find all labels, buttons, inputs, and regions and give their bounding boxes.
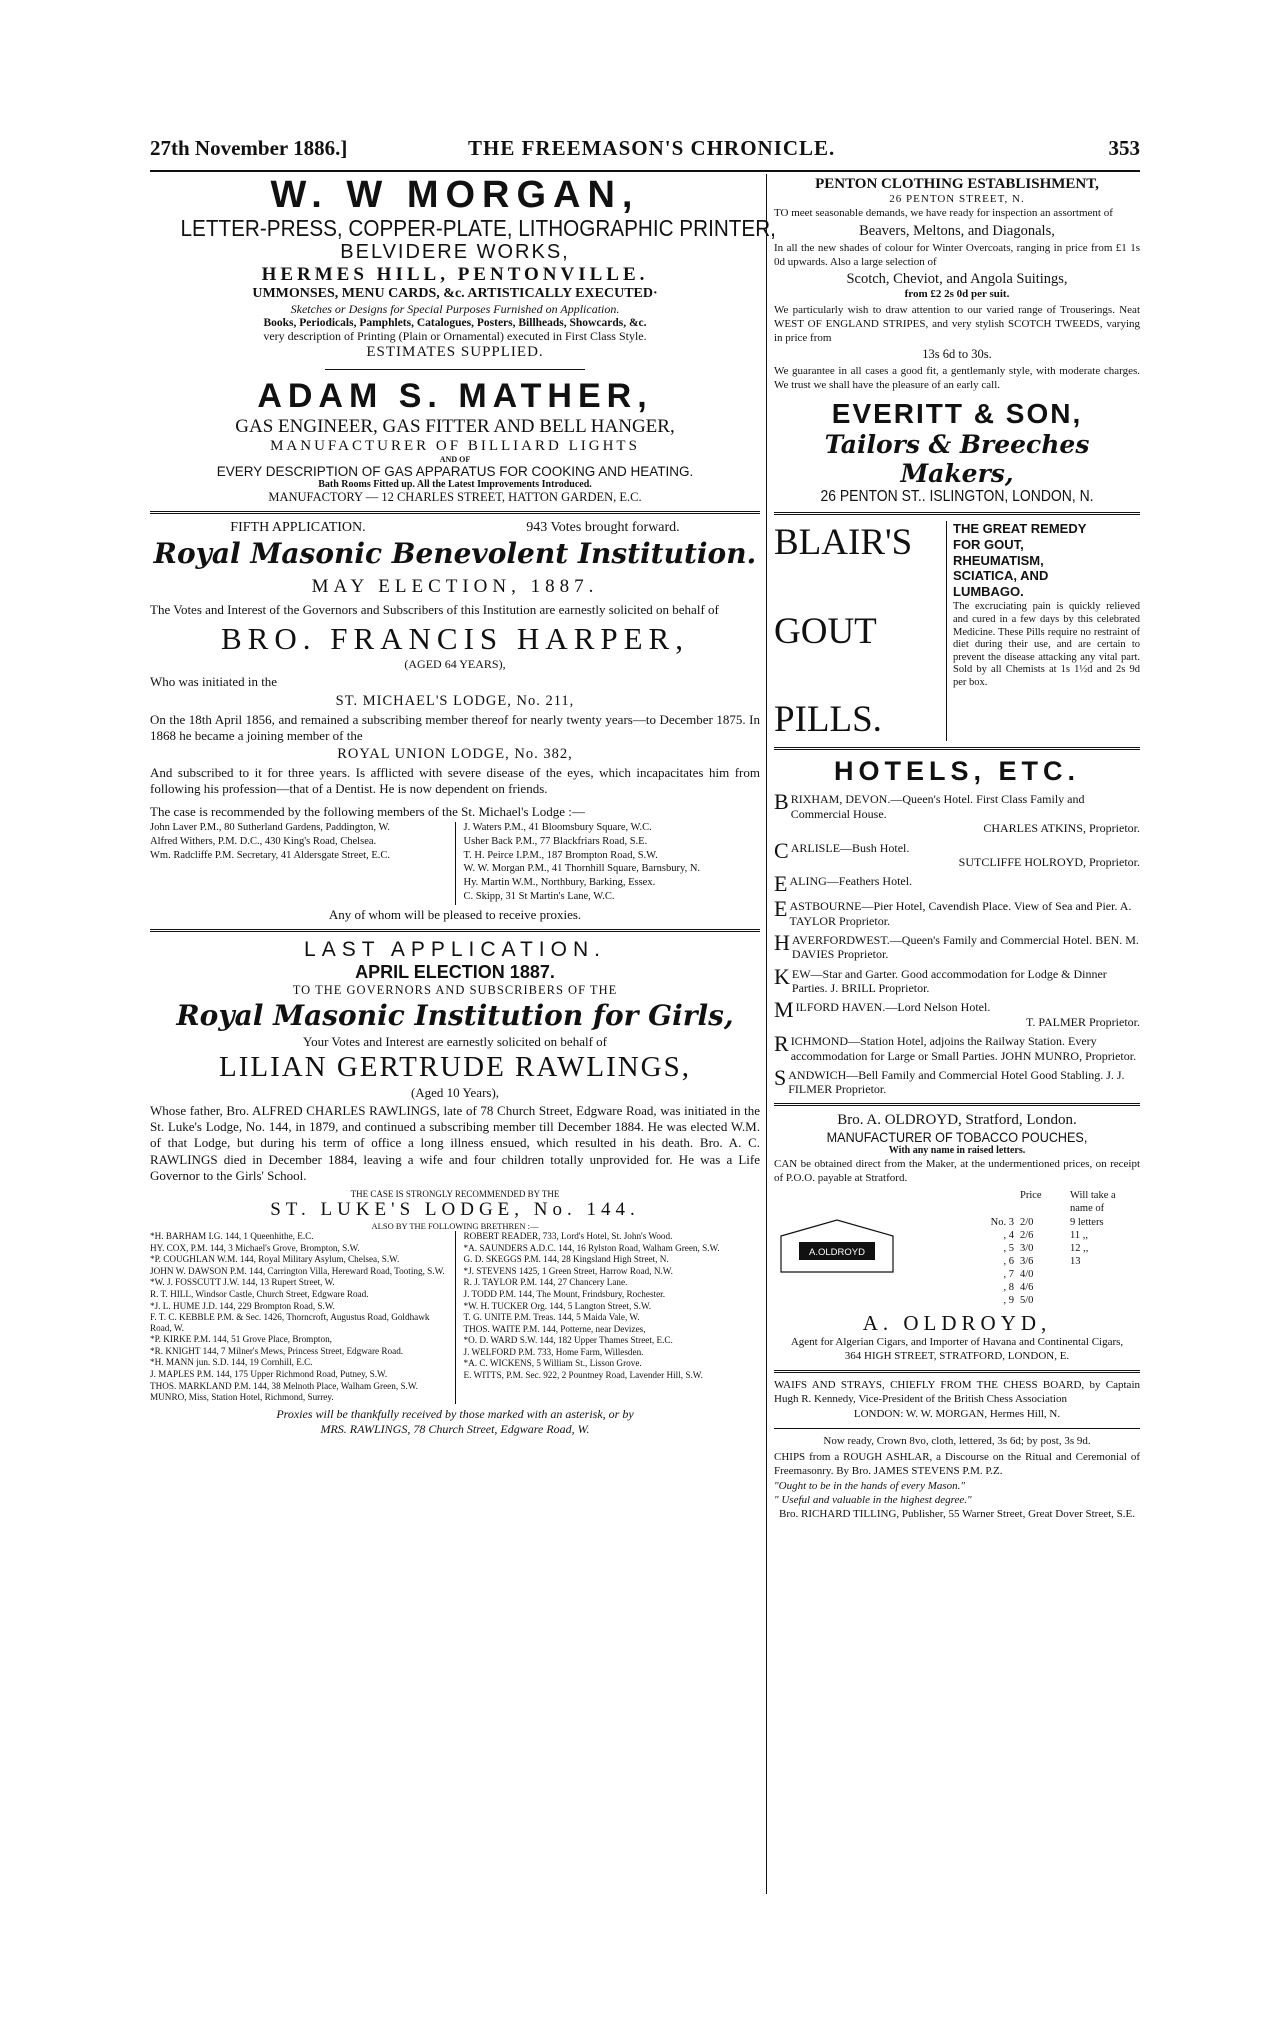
price-value: 2/6 bbox=[1020, 1229, 1034, 1241]
blair-words bbox=[774, 521, 938, 741]
morgan-line2: Sketches or Designs for Special Purposes Furnished on Application. bbox=[290, 302, 620, 317]
price-no: No. 3 bbox=[990, 1216, 1014, 1228]
hotel-text: ANDWICH—Bell Family and Commercial Hotel Good Stabling. J. J. FILMER Proprietor. bbox=[788, 1068, 1125, 1097]
price-value: 4/6 bbox=[1020, 1282, 1034, 1294]
price-letters: 9 letters bbox=[1070, 1216, 1104, 1228]
rawlings-to: TO THE GOVERNORS AND SUBSCRIBERS OF THE bbox=[292, 982, 618, 997]
divider bbox=[774, 512, 1140, 515]
chips-ready: Now ready, Crown 8vo, cloth, lettered, 3s 6d; by post, 3s 9d. bbox=[823, 1435, 1091, 1448]
hotel-entry bbox=[774, 929, 1140, 962]
chips-publisher: Bro. RICHARD TILLING, Publisher, 55 Warner Street, Great Dover Street, S.E. bbox=[778, 1507, 1135, 1520]
price-no: , 7 bbox=[1003, 1269, 1014, 1281]
price-row bbox=[905, 1294, 1140, 1307]
harper-fifth: FIFTH APPLICATION. bbox=[230, 519, 366, 535]
harper-lodge2: ROYAL UNION LODGE, No. 382, bbox=[337, 746, 573, 763]
price-value: 3/0 bbox=[1020, 1242, 1034, 1254]
morgan-name: W. W MORGAN, bbox=[270, 174, 640, 216]
penton-particular: We particularly wish to draw attention to our varied range of Trouserings. Neat WEST OF ENGLAND STRIPES, and very stylish SCOTCH TWEEDS, varying in price from bbox=[774, 304, 1140, 344]
brother-entry: C. Skipp, 31 St Martin's Lane, W.C. bbox=[463, 890, 615, 902]
price-row bbox=[905, 1281, 1140, 1294]
mather-and-of: AND OF bbox=[439, 454, 471, 464]
price-letters bbox=[1070, 1281, 1140, 1294]
penton-guarantee: We guarantee in all cases a good fit, a gentlemanly style, with moderate charges. We trust we shall have the pleasure of an early call. bbox=[774, 364, 1140, 391]
brother-entry: MUNRO, Miss, Station Hotel, Richmond, Surrey. bbox=[150, 1392, 334, 1403]
rawlings-brethren-right bbox=[464, 1231, 761, 1404]
blair-word1: BLAIR'S bbox=[774, 522, 913, 564]
hotel-text: ILFORD HAVEN.—Lord Nelson Hotel. bbox=[795, 1000, 991, 1015]
brother-entry: John Laver P.M., 80 Sutherland Gardens, Paddington, W. bbox=[150, 821, 391, 833]
price-value: 3/6 bbox=[1020, 1255, 1034, 1267]
right-column bbox=[774, 176, 1140, 1522]
hotel-text: EW—Star and Garter. Good accommodation for Lodge & Dinner Parties. J. BRILL Proprietor. bbox=[791, 966, 1107, 996]
oldroyd-bro: Bro. A. OLDROYD, Stratford, London. bbox=[837, 1111, 1077, 1128]
price-no: , 6 bbox=[1003, 1255, 1014, 1267]
mather-advert bbox=[150, 378, 760, 504]
blair-word2: GOUT bbox=[774, 610, 877, 652]
hotel-proprietor: CHARLES ATKINS, Proprietor. bbox=[983, 821, 1140, 836]
divider bbox=[150, 511, 760, 514]
morgan-estimates: ESTIMATES SUPPLIED. bbox=[366, 344, 544, 361]
divider bbox=[455, 1231, 456, 1404]
brother-entry: Alfred Withers, P.M. D.C., 430 King's Road, Chelsea. bbox=[150, 835, 377, 847]
brother-entry: JOHN W. DAWSON P.M. 144, Carrington Villa, Hereward Road, Tooting, S.W. bbox=[150, 1265, 445, 1276]
penton-tailors: Tailors & Breeches Makers, bbox=[824, 430, 1090, 489]
brother-entry: *W. H. TUCKER Org. 144, 5 Langton Street, S.W. bbox=[463, 1300, 652, 1311]
hotel-text: RIXHAM, DEVON.—Queen's Hotel. First Class Family and Commercial House. bbox=[790, 792, 1085, 821]
oldroyd-agent: Agent for Algerian Cigars, and Importer of Havana and Continental Cigars, bbox=[790, 1336, 1124, 1349]
brother-entry: *R. KNIGHT 144, 7 Milner's Mews, Princess Street, Edgware Road. bbox=[150, 1345, 404, 1356]
penton-price: 13s 6d to 30s. bbox=[922, 347, 992, 362]
penton-scotch: Scotch, Cheviot, and Angola Suitings, bbox=[846, 271, 1068, 288]
oldroyd-price-head: Price bbox=[1020, 1190, 1042, 1202]
oldroyd-address: 364 HIGH STREET, STRATFORD, LONDON, E. bbox=[844, 1350, 1070, 1363]
hotel-entry bbox=[774, 871, 1140, 897]
price-no: , 4 bbox=[1003, 1229, 1014, 1241]
price-no: , 5 bbox=[1003, 1242, 1014, 1254]
blair-h3: RHEUMATISM, bbox=[953, 552, 1044, 568]
hotel-initial: H bbox=[774, 929, 790, 955]
header-date: 27th November 1886.] bbox=[150, 136, 348, 160]
rawlings-name: LILIAN GERTRUDE RAWLINGS, bbox=[218, 1051, 691, 1084]
brother-entry: *H. BARHAM I.G. 144, 1 Queenhithe, E.C. bbox=[150, 1231, 314, 1242]
rawlings-p1: Whose father, Bro. ALFRED CHARLES RAWLINGS, late of 78 Church Street, Edgware Road, was initiated in the St. Luke's Lodge, No. 144, in 1879, and continued a subscribing member till December 1884. He was elected W.M. of that Lodge, but during his term of office a long illness ensued, which resulted in his death. Bro. A. C. RAWLINGS died in December 1884, leaving a wife and four children totally unprovided for. He was a Life Governor to the Girls' School. bbox=[150, 1102, 760, 1183]
hotel-initial: K bbox=[774, 963, 790, 989]
hotel-entry bbox=[774, 1065, 1140, 1097]
brother-entry: Usher Back P.M., 77 Blackfriars Road, S.E. bbox=[463, 835, 648, 847]
waifs-publisher: LONDON: W. W. MORGAN, Hermes Hill, N. bbox=[853, 1408, 1061, 1421]
morgan-line1: UMMONSES, MENU CARDS, &c. ARTISTICALLY EXECUTED· bbox=[252, 286, 658, 302]
blair-h4: SCIATICA, AND bbox=[953, 568, 1049, 584]
divider bbox=[150, 929, 760, 932]
rawlings-brethren bbox=[150, 1231, 760, 1404]
hotels-section bbox=[774, 756, 1140, 1096]
brother-entry: *P. KIRKE P.M. 144, 51 Grove Place, Brompton, bbox=[150, 1334, 332, 1345]
harper-institution: Royal Masonic Benevolent Institution. bbox=[153, 536, 757, 570]
header-rule bbox=[150, 170, 1140, 172]
price-letters bbox=[1070, 1294, 1140, 1307]
oldroyd-can: CAN be obtained direct from the Maker, at the undermentioned prices, on receipt of P.O.O. payable at Stratford. bbox=[774, 1157, 1140, 1184]
penton-firm: EVERITT & SON, bbox=[831, 398, 1083, 430]
brother-entry: *A. C. WICKENS, 5 William St., Lisson Grove. bbox=[463, 1358, 642, 1369]
morgan-trade: LETTER-PRESS, COPPER-PLATE, LITHOGRAPHIC PRINTER, bbox=[180, 214, 776, 241]
rawlings-your: Your Votes and Interest are earnestly solicited on behalf of bbox=[303, 1034, 607, 1050]
brother-entry: J. MAPLES P.M. 144, 175 Upper Richmond Road, Putney, S.W. bbox=[150, 1369, 388, 1380]
hotel-proprietor: SUTCLIFFE HOLROYD, Proprietor. bbox=[958, 854, 1140, 869]
penton-shades: In all the new shades of colour for Winter Overcoats, ranging in price from £1 1s 0d upwards. Also a large selection of bbox=[774, 241, 1140, 268]
pouch-illustration bbox=[774, 1212, 899, 1284]
brother-entry: *P. COUGHLAN W.M. 144, Royal Military Asylum, Chelsea, S.W. bbox=[150, 1254, 400, 1265]
waifs-advert bbox=[774, 1379, 1140, 1422]
brother-entry: J. WELFORD P.M. 733, Home Farm, Willesden. bbox=[463, 1346, 644, 1357]
oldroyd-advert bbox=[774, 1112, 1140, 1364]
hotel-text: ALING—Feathers Hotel. bbox=[789, 874, 913, 889]
divider bbox=[325, 369, 585, 370]
price-row bbox=[905, 1216, 1140, 1229]
mather-name: ADAM S. MATHER, bbox=[257, 377, 653, 416]
price-letters: 13 bbox=[1070, 1255, 1081, 1267]
brother-entry: *W. J. FOSSCUTT J.W. 144, 13 Rupert Street, W. bbox=[150, 1277, 335, 1288]
oldroyd-price-rows bbox=[905, 1216, 1140, 1308]
price-no: , 8 bbox=[1003, 1282, 1014, 1294]
penton-from: from £2 2s 0d per suit. bbox=[904, 288, 1010, 301]
hotel-entry bbox=[774, 896, 1140, 928]
price-letters: 11 ,, bbox=[1070, 1229, 1088, 1241]
rawlings-last: LAST APPLICATION. bbox=[304, 937, 606, 961]
brother-entry: HY. COX, P.M. 144, 3 Michael's Grove, Brompton, S.W. bbox=[150, 1242, 360, 1253]
mather-manufacturer: MANUFACTURER OF BILLIARD LIGHTS bbox=[270, 437, 640, 454]
mather-every: EVERY DESCRIPTION OF GAS APPARATUS FOR COOKING AND HEATING. bbox=[216, 463, 694, 479]
waifs-title: WAIFS AND STRAYS, CHIEFLY FROM THE CHESS BOARD, by Captain Hugh R. Kennedy, Vice-President of the British Chess Association bbox=[774, 1378, 1140, 1405]
hotel-entry bbox=[774, 789, 1140, 836]
harper-votes-text: The Votes and Interest of the Governors and Subscribers of this Institution are earnestly solicited on behalf of bbox=[150, 601, 719, 617]
hotels-list bbox=[774, 789, 1140, 1097]
brother-entry: J. Waters P.M., 41 Bloomsbury Square, W.C. bbox=[463, 821, 652, 833]
price-value: 5/0 bbox=[1020, 1295, 1034, 1307]
header-page-number: 353 bbox=[1108, 136, 1140, 160]
rawlings-april: APRIL ELECTION 1887. bbox=[355, 961, 555, 982]
brother-entry: E. WITTS, P.M. Sec. 922, 2 Pountney Road, Lavender Hill, S.W. bbox=[463, 1370, 703, 1381]
price-no: , 9 bbox=[1003, 1295, 1014, 1307]
hotel-text: ASTBOURNE—Pier Hotel, Cavendish Place. View of Sea and Pier. A. TAYLOR Proprietor. bbox=[789, 899, 1132, 928]
brother-entry: *O. D. WARD S.W. 144, 182 Upper Thames Street, E.C. bbox=[463, 1335, 673, 1346]
price-value: 2/0 bbox=[1020, 1216, 1034, 1228]
divider bbox=[774, 1370, 1140, 1373]
rawlings-advert bbox=[150, 938, 760, 1437]
chips-quote1: "Ought to be in the hands of every Mason." bbox=[774, 1480, 966, 1493]
mather-factory: MANUFACTORY — 12 CHARLES STREET, HATTON GARDEN, E.C. bbox=[268, 489, 642, 504]
pouch-name: A.OLDROYD bbox=[808, 1247, 865, 1259]
brother-entry: J. TODD P.M. 144, The Mount, Frindsbury, Rochester. bbox=[463, 1289, 666, 1300]
price-row bbox=[905, 1255, 1140, 1268]
oldroyd-price-table bbox=[905, 1189, 1140, 1307]
brother-entry: G. D. SKEGGS P.M. 144, 28 Kingsland High Street, N. bbox=[463, 1254, 669, 1265]
hotel-initial: R bbox=[774, 1031, 789, 1057]
brother-entry: Hy. Martin W.M., Northbury, Barking, Essex. bbox=[463, 877, 656, 889]
rawlings-also: ALSO BY THE FOLLOWING BRETHREN :— bbox=[371, 1221, 539, 1232]
hotel-initial: C bbox=[774, 837, 789, 863]
harper-name: BRO. FRANCIS HARPER, bbox=[221, 621, 689, 657]
hotel-initial: E bbox=[774, 871, 788, 897]
blair-h1: THE GREAT REMEDY bbox=[953, 521, 1087, 537]
divider bbox=[774, 747, 1140, 750]
brother-entry: ROBERT READER, 733, Lord's Hotel, St. John's Wood. bbox=[463, 1231, 673, 1242]
brother-entry: THOS. WAITE P.M. 144, Potterne, near Devizes, bbox=[463, 1323, 646, 1334]
hotel-entry bbox=[774, 837, 1140, 870]
blair-text: The excruciating pain is quickly relieved and cured in a few days by this celebrated Medicine. These Pills require no restraint of diet during their use, and are certain to prevent the disease attacking any vital part. Sold by all Chemists at 1s 1½d and 2s 9d per box. bbox=[953, 601, 1140, 688]
price-letters bbox=[1070, 1268, 1140, 1281]
hotel-initial: B bbox=[774, 789, 789, 815]
mather-trade: GAS ENGINEER, GAS FITTER AND BELL HANGER, bbox=[235, 415, 675, 437]
left-column bbox=[150, 174, 776, 1437]
price-row bbox=[905, 1268, 1140, 1281]
price-value: 4/0 bbox=[1020, 1269, 1034, 1281]
hotel-initial: M bbox=[774, 997, 794, 1023]
hotel-entry bbox=[774, 963, 1140, 996]
harper-p1: On the 18th April 1856, and remained a subscribing member thereof for nearly twenty years—to December 1875. In 1868 he became a joining member of the bbox=[150, 711, 760, 743]
oldroyd-name: A. OLDROYD, bbox=[862, 1311, 1052, 1336]
harper-advert bbox=[150, 520, 760, 923]
hotel-initial: E bbox=[774, 896, 788, 922]
header-title: THE FREEMASON'S CHRONICLE. bbox=[468, 136, 836, 160]
harper-proxies: Any of whom will be pleased to receive proxies. bbox=[328, 906, 582, 922]
hotel-entry bbox=[774, 1031, 1140, 1063]
brother-entry: T. G. UNITE P.M. Treas. 144, 5 Maida Vale, W. bbox=[463, 1312, 640, 1323]
harper-brethren-right bbox=[464, 822, 761, 905]
oldroyd-manufacturer: MANUFACTURER OF TOBACCO POUCHES, bbox=[826, 1128, 1088, 1145]
harper-aged: (AGED 64 YEARS), bbox=[404, 657, 506, 672]
hotel-initial: S bbox=[774, 1065, 787, 1091]
chips-quote2: " Useful and valuable in the highest degree." bbox=[774, 1494, 972, 1507]
morgan-advert bbox=[150, 174, 776, 361]
penton-address: 26 PENTON ST.. ISLINGTON, LONDON, N. bbox=[820, 488, 1094, 506]
blair-h5: LUMBAGO. bbox=[953, 583, 1024, 599]
column-divider bbox=[766, 174, 767, 1894]
penton-intro: TO meet seasonable demands, we have ready for inspection an assortment of bbox=[774, 207, 1113, 219]
blair-advert bbox=[774, 521, 1140, 741]
chips-text: CHIPS from a ROUGH ASHLAR, a Discourse on the Ritual and Ceremonial of Freemasonry. By Bro. JAMES STEVENS P.M. P.Z. bbox=[774, 1450, 1140, 1477]
hotels-title: HOTELS, ETC. bbox=[833, 756, 1080, 787]
penton-advert bbox=[774, 176, 1140, 506]
harper-votes: 943 Votes brought forward. bbox=[526, 519, 680, 535]
brother-entry: R. T. HILL, Windsor Castle, Church Street, Edgware Road. bbox=[150, 1289, 369, 1300]
brother-entry: T. H. Peirce I.P.M., 187 Brompton Road, S.W. bbox=[463, 849, 658, 861]
morgan-address: HERMES HILL, PENTONVILLE. bbox=[261, 264, 649, 286]
mather-bath: Bath Rooms Fitted up. All the Latest Improvements Introduced. bbox=[318, 478, 592, 490]
rawlings-mrs: MRS. RAWLINGS, 78 Church Street, Edgware Road, W. bbox=[320, 1421, 590, 1436]
penton-title: PENTON CLOTHING ESTABLISHMENT, bbox=[815, 176, 1099, 192]
brother-entry: Wm. Radcliffe P.M. Secretary, 41 Aldersgate Street, E.C. bbox=[150, 849, 390, 861]
harper-brethren-left bbox=[150, 822, 447, 905]
morgan-works: BELVIDERE WORKS, bbox=[340, 241, 570, 264]
oldroyd-with: With any name in raised letters. bbox=[888, 1144, 1026, 1156]
rawlings-institution: Royal Masonic Institution for Girls, bbox=[176, 998, 734, 1032]
divider bbox=[455, 822, 456, 905]
brother-entry: *J. L. HUME J.D. 144, 229 Brompton Road, S.W. bbox=[150, 1300, 335, 1311]
brother-entry: *A. SAUNDERS A.D.C. 144, 16 Rylston Road, Walham Green, S.W. bbox=[463, 1242, 720, 1253]
brother-entry: *J. STEVENS 1425, 1 Green Street, Harrow Road, N.W. bbox=[463, 1265, 673, 1276]
harper-initiated: Who was initiated in the bbox=[150, 674, 278, 690]
blair-h2: FOR GOUT, bbox=[953, 536, 1024, 552]
brother-entry: R. J. TAYLOR P.M. 144, 27 Chancery Lane. bbox=[463, 1277, 628, 1288]
divider bbox=[774, 1428, 1140, 1429]
hotel-text: ICHMOND—Station Hotel, adjoins the Railway Station. Every accommodation for Large or Small Parties. JOHN MUNRO, Proprietor. bbox=[790, 1034, 1137, 1063]
harper-recommended: The case is recommended by the following members of the St. Michael's Lodge :— bbox=[150, 803, 585, 819]
chips-advert bbox=[774, 1435, 1140, 1522]
harper-lodge1: ST. MICHAEL'S LODGE, No. 211, bbox=[335, 692, 575, 709]
rawlings-case: THE CASE IS STRONGLY RECOMMENDED BY THE bbox=[350, 1189, 560, 1200]
hotel-text: AVERFORDWEST.—Queen's Family and Commercial Hotel. BEN. M. DAVIES Proprietor. bbox=[791, 932, 1139, 962]
hotel-text: ARLISLE—Bush Hotel. bbox=[790, 840, 910, 855]
divider bbox=[774, 1103, 1140, 1106]
morgan-line4: very description of Printing (Plain or Ornamental) executed in First Class Style. bbox=[263, 329, 647, 344]
rawlings-proxies: Proxies will be thankfully received by those marked with an asterisk, or by bbox=[276, 1406, 634, 1421]
oldroyd-will: Will take a name of bbox=[1070, 1190, 1116, 1215]
blair-word3: PILLS. bbox=[774, 699, 882, 741]
harper-brethren bbox=[150, 822, 760, 905]
hotel-entry bbox=[774, 997, 1140, 1029]
penton-street: 26 PENTON STREET, N. bbox=[889, 193, 1025, 205]
blair-details bbox=[946, 521, 1140, 741]
page-header bbox=[150, 136, 1140, 168]
brother-entry: W. W. Morgan P.M., 41 Thornhill Square, Barnsbury, N. bbox=[463, 863, 701, 875]
hotel-proprietor: T. PALMER Proprietor. bbox=[1025, 1014, 1140, 1029]
rawlings-brethren-left bbox=[150, 1231, 447, 1404]
brother-entry: THOS. MARKLAND P.M. 144, 38 Melnoth Place, Walham Green, S.W. bbox=[150, 1380, 418, 1391]
brother-entry: *H. MANN jun. S.D. 144, 19 Cornhill, E.C. bbox=[150, 1357, 313, 1368]
rawlings-lodge: ST. LUKE'S LODGE, No. 144. bbox=[270, 1199, 640, 1221]
price-letters: 12 ,, bbox=[1070, 1242, 1089, 1254]
harper-p2: And subscribed to it for three years. Is afflicted with severe disease of the eyes, which incapacitates him from following his profession—that of a Dentist. He is now dependent on friends. bbox=[150, 765, 760, 797]
morgan-line3: Books, Periodicals, Pamphlets, Catalogues, Posters, Billheads, Showcards, &c. bbox=[263, 317, 647, 330]
brother-entry: F. T. C. KEBBLE P.M. & Sec. 1426, Thorncroft, Augustus Road, Goldhawk Road, W. bbox=[150, 1312, 430, 1333]
oldroyd-prices bbox=[774, 1189, 1140, 1307]
harper-election: MAY ELECTION, 1887. bbox=[311, 575, 599, 597]
price-row bbox=[905, 1229, 1140, 1242]
penton-beavers: Beavers, Meltons, and Diagonals, bbox=[859, 222, 1055, 239]
rawlings-aged: (Aged 10 Years), bbox=[410, 1084, 500, 1100]
price-row bbox=[905, 1242, 1140, 1255]
